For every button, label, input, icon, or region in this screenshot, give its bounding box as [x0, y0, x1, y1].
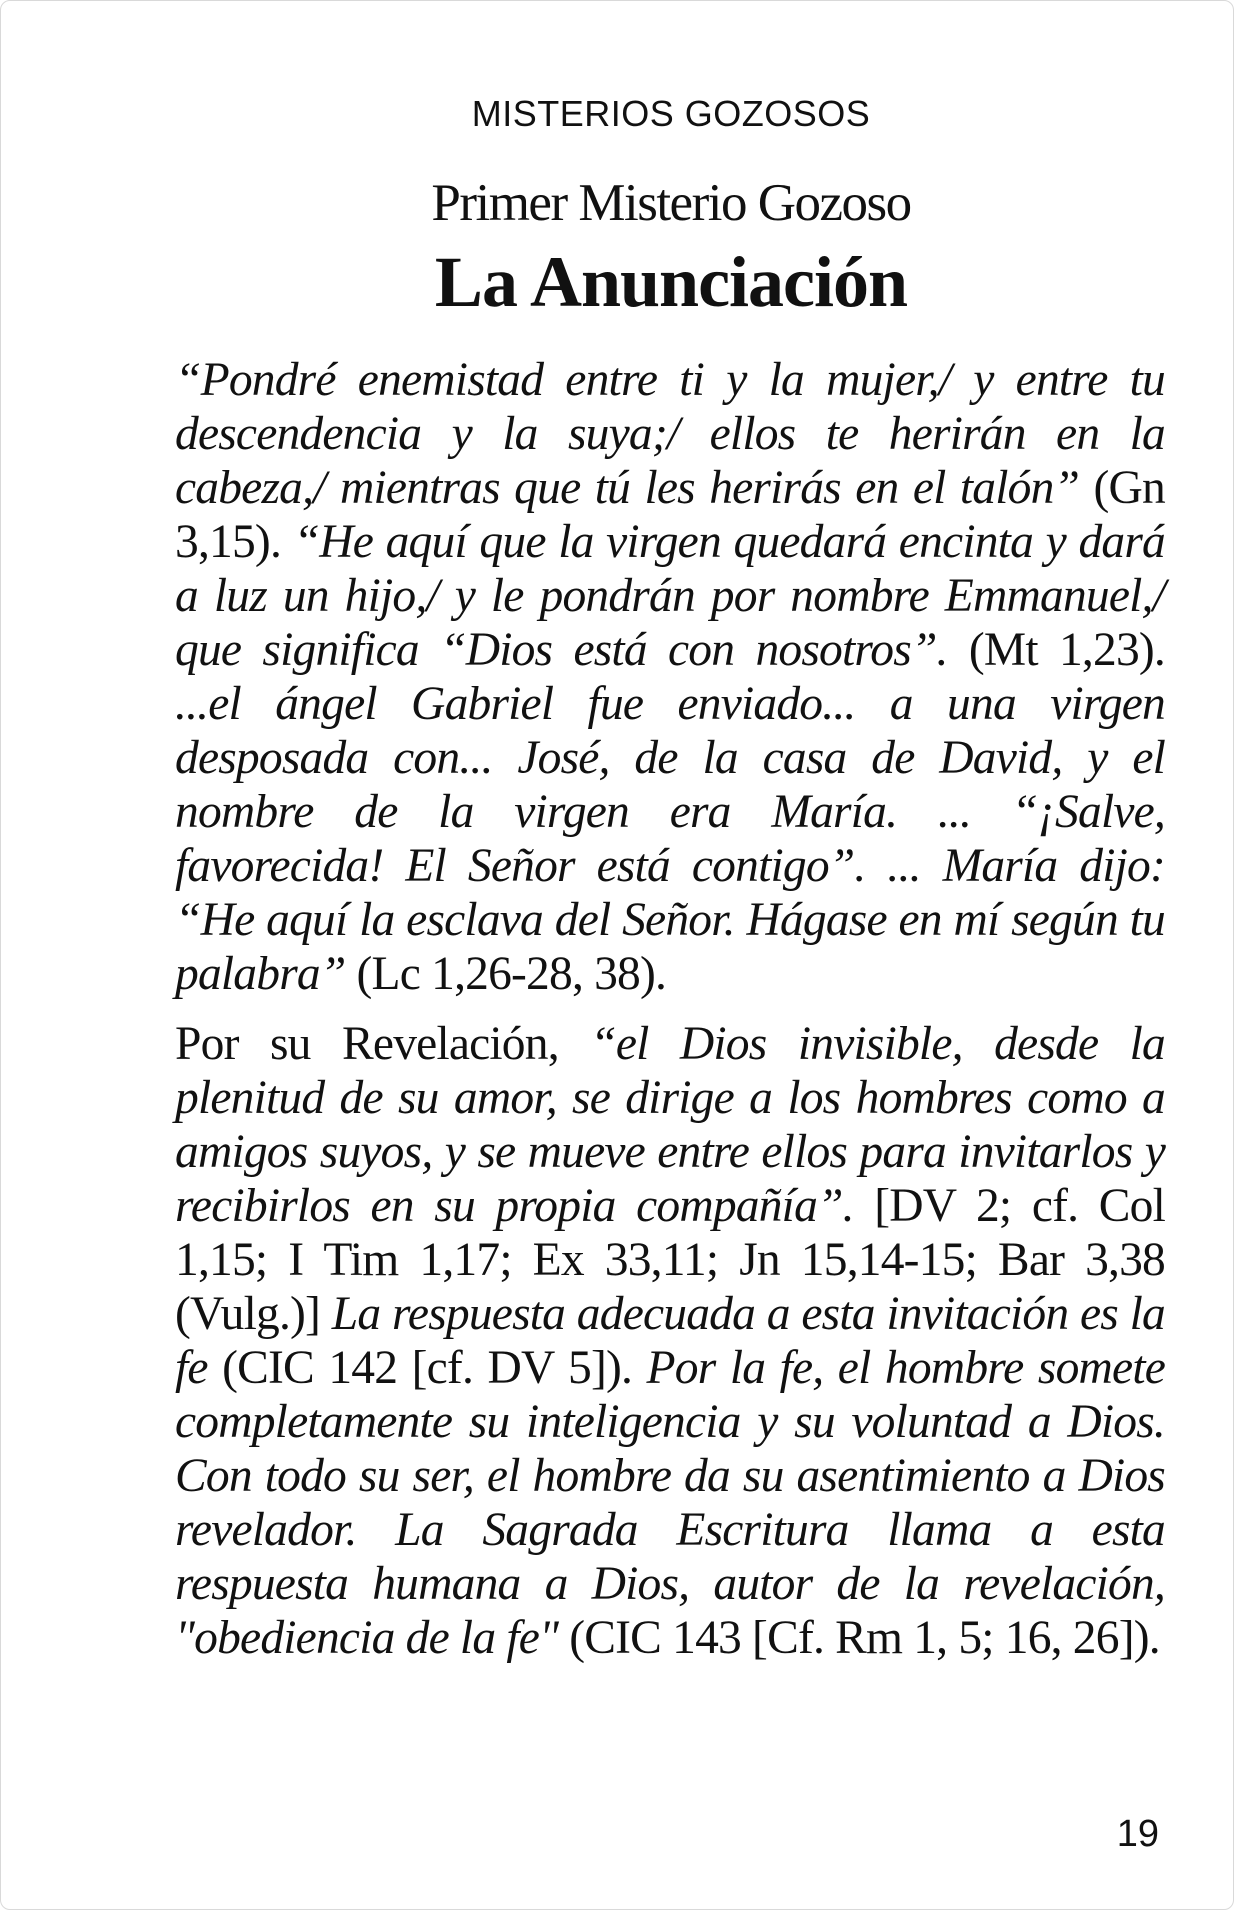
body-text [175, 353, 1165, 1665]
citation: (Mt 1,23). [947, 624, 1165, 676]
mystery-title: La Anunciación [434, 242, 908, 322]
scripture-quote: “He aquí que la virgen quedará encinta y dará a luz un hijo,/ y le pondrán por nombre Emmanuel,/ que significa “Dios está con nosotros”. [175, 516, 1166, 676]
scripture-paragraph [175, 353, 1165, 1001]
citation: (Lc 1,26-28, 38). [345, 948, 667, 1000]
catechism-quote: Por la fe, el hombre somete completamente su inteligencia y su voluntad a Dios. Con todo su ser, el hombre da su asentimiento a Dios revelador. La Sagrada Escritura llama a esta respuesta humana a Dios, autor de la revelación, "obediencia de la fe" [175, 1342, 1166, 1664]
paragraph-text: Por su Revelación, [175, 1018, 591, 1070]
scripture-quote: ...el ángel Gabriel fue enviado... a una virgen desposada con... José, de la casa de David, y el nombre de la virgen era María. ... “¡Salve, favorecida! El Señor está contigo”. ... María dijo: “He aquí la esclava del Señor. Hágase en mí según tu palabra” [175, 678, 1165, 1000]
citation: (Gn 3,15). [175, 462, 1166, 568]
citation: (CIC 142 [cf. DV 5]). [207, 1342, 647, 1394]
section-header: MISTERIOS GOZOSOS [471, 93, 871, 134]
page-number: 19 [1116, 1813, 1159, 1855]
scripture-quote: “Pondré enemistad entre ti y la mujer,/ y entre tu descendencia y la suya;/ ellos te herirán en la cabeza,/ mientras que tú les herirás en el talón” [175, 354, 1165, 514]
citation: [DV 2; cf. Col 1,15; I Tim 1,17; Ex 33,11; Jn 15,14-15; Bar 3,38 (Vulg.)] [175, 1180, 1165, 1340]
citation: (CIC 143 [Cf. Rm 1, 5; 16, 26]). [558, 1612, 1160, 1664]
catechism-quote: “el Dios invisible, desde la plenitud de su amor, se dirige a los hombres como a amigos suyos, y se mueve entre ellos para invitarlos y recibirlos en su propia compañía”. [175, 1018, 1165, 1232]
mystery-subtitle: Primer Misterio Gozoso [431, 174, 911, 232]
catechism-paragraph [175, 1017, 1165, 1665]
catechism-quote: La respuesta adecuada a esta invitación es la fe [175, 1288, 1166, 1394]
